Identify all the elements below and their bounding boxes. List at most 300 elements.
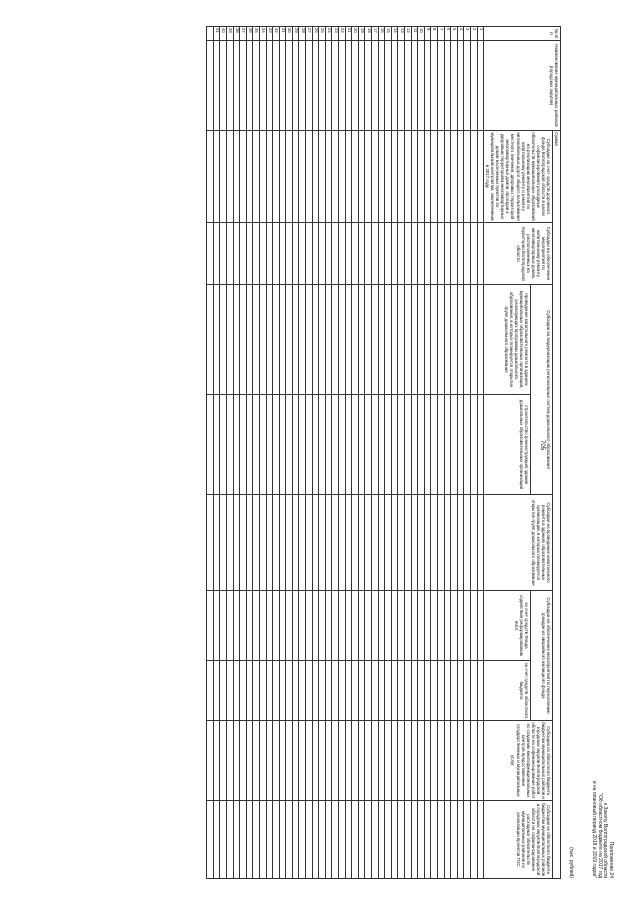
table-cell-name [358, 41, 365, 131]
table-cell-c5b [226, 661, 233, 721]
col-preschool-repair: проведение капитального ремонта в зданиях муниципальных образовательных организаций, реализующих программы дошкольного образования, в которых планируется открытие групп дошкольного образования [484, 285, 531, 395]
table-cell-c1 [437, 131, 444, 223]
table-row [451, 27, 458, 879]
table-cell-c1 [477, 131, 484, 223]
table-cell-c4 [306, 495, 313, 591]
table-cell-c1 [464, 131, 471, 223]
header-line: к Закону Волгоградской области [602, 802, 609, 878]
col-capital-repair: Субсидии на обеспечение мероприятий по капитальному ремонту многоквартирных домов, расположенных на территории Волгоградской области [484, 223, 553, 285]
table-cell-name [464, 41, 471, 131]
table-cell-c5b [319, 661, 326, 721]
table-cell-c6 [365, 721, 372, 801]
table-cell-c3a [405, 285, 412, 395]
table-cell-c4 [470, 495, 477, 591]
table-cell-c6 [470, 721, 477, 801]
table-cell-name [345, 41, 352, 131]
table-cell-c2 [457, 223, 464, 285]
table-cell-c3a [273, 285, 280, 395]
table-cell-n: 32 [273, 27, 280, 41]
table-cell-n [207, 27, 214, 41]
table-cell-c1 [332, 131, 339, 223]
table-cell-c1 [246, 131, 253, 223]
table-cell-c2 [358, 223, 365, 285]
table-cell-c5b [259, 661, 266, 721]
table-cell-c5b [418, 661, 425, 721]
table-cell-c3b [325, 395, 332, 495]
table-cell-c2 [246, 223, 253, 285]
table-cell-name [391, 41, 398, 131]
table-cell-c3b [451, 395, 458, 495]
table-cell-c5b [240, 661, 247, 721]
table-cell-c5b [437, 661, 444, 721]
table-cell-c7 [477, 801, 484, 879]
table-cell-c1 [319, 131, 326, 223]
table-cell-c6 [457, 721, 464, 801]
table-cell-n: 24 [325, 27, 332, 41]
table-cell-c3b [312, 395, 319, 495]
col-name: Наименование муниципальных районов (городских округов) [484, 41, 561, 131]
table-cell-c2 [233, 223, 240, 285]
table-cell-n: 7 [437, 27, 444, 41]
table-cell-c3b [431, 395, 438, 495]
table-cell-c4 [220, 495, 227, 591]
table-cell-c7 [431, 801, 438, 879]
table-cell-c2 [339, 223, 346, 285]
table-cell-c3a [240, 285, 247, 395]
table-cell-n: 29 [292, 27, 299, 41]
table-cell-c3b [391, 395, 398, 495]
table-cell-c5a [358, 591, 365, 661]
table-cell-name [240, 41, 247, 131]
col-school-repair: Субсидии на проведение капитального ремонта в зданиях образовательных организаций, в которых планируется открытие групп дошкольного образования [484, 495, 553, 591]
table-cell-c2 [431, 223, 438, 285]
table-cell-c1 [213, 131, 220, 223]
table-cell-c2 [325, 223, 332, 285]
table-cell-c6 [319, 721, 326, 801]
table-cell-c2 [451, 223, 458, 285]
table-row [352, 27, 359, 879]
table-cell-c5b [372, 661, 379, 721]
table-cell-c3a [477, 285, 484, 395]
table-cell-c3a [286, 285, 293, 395]
table-cell-c4 [226, 495, 233, 591]
table-cell-c4 [352, 495, 359, 591]
table-cell-c7 [352, 801, 359, 879]
table-cell-c6 [385, 721, 392, 801]
table-cell-c5a [352, 591, 359, 661]
table-cell-c1 [259, 131, 266, 223]
table-cell-c3a [266, 285, 273, 395]
table-cell-c5b [273, 661, 280, 721]
table-cell-name [385, 41, 392, 131]
table-cell-c6 [405, 721, 412, 801]
table-cell-c6 [286, 721, 293, 801]
table-cell-c4 [378, 495, 385, 591]
table-cell-c6 [332, 721, 339, 801]
table-cell-name [339, 41, 346, 131]
table-cell-c6 [292, 721, 299, 801]
table-cell-c5b [405, 661, 412, 721]
table-cell-c7 [240, 801, 247, 879]
table-cell-c5a [470, 591, 477, 661]
table-cell-c5a [207, 591, 214, 661]
table-cell-c2 [273, 223, 280, 285]
table-cell-c5b [385, 661, 392, 721]
table-cell-n: 11 [411, 27, 418, 41]
table-cell-c7 [246, 801, 253, 879]
table-cell-c3b [286, 395, 293, 495]
table-cell-c3a [437, 285, 444, 395]
table-row [279, 27, 286, 879]
table-row [457, 27, 464, 879]
table-cell-c3a [233, 285, 240, 395]
table-cell-c6 [352, 721, 359, 801]
table-cell-c7 [365, 801, 372, 879]
table-cell-c6 [312, 721, 319, 801]
table-cell-c5a [451, 591, 458, 661]
table-cell-c1 [273, 131, 280, 223]
table-cell-c5a [437, 591, 444, 661]
table-cell-c5a [339, 591, 346, 661]
table-cell-c2 [220, 223, 227, 285]
table-cell-c2 [259, 223, 266, 285]
table-cell-c6 [477, 721, 484, 801]
table-cell-c6 [207, 721, 214, 801]
table-cell-c3b [411, 395, 418, 495]
table-cell-c3b [207, 395, 214, 495]
table-cell-c3b [378, 395, 385, 495]
table-cell-c3b [226, 395, 233, 495]
table-cell-c7 [372, 801, 379, 879]
table-cell-name [372, 41, 379, 131]
table-cell-c3a [319, 285, 326, 395]
table-row [385, 27, 392, 879]
table-row [253, 27, 260, 879]
table-cell-c7 [391, 801, 398, 879]
table-cell-c7 [464, 801, 471, 879]
table-cell-c7 [339, 801, 346, 879]
table-cell-n: 10 [418, 27, 425, 41]
table-cell-n: 22 [339, 27, 346, 41]
table-cell-c1 [451, 131, 458, 223]
table-cell-c5b [207, 661, 214, 721]
table-cell-c5b [378, 661, 385, 721]
col-resettlement-fund: за счет средств Фонда содействия реформированию ЖКХ [484, 591, 531, 661]
table-cell-c5b [352, 661, 359, 721]
table-cell-c3a [213, 285, 220, 395]
table-cell-c5b [411, 661, 418, 721]
table-cell-n: 3 [464, 27, 471, 41]
table-cell-n: 28 [299, 27, 306, 41]
table-cell-c3b [457, 395, 464, 495]
table-cell-c3a [292, 285, 299, 395]
table-cell-name [292, 41, 299, 131]
table-cell-c6 [213, 721, 220, 801]
table-cell-c4 [391, 495, 398, 591]
table-cell-c5b [339, 661, 346, 721]
table-cell-c7 [411, 801, 418, 879]
table-row [332, 27, 339, 879]
table-cell-c3a [444, 285, 451, 395]
table-cell-c5a [253, 591, 260, 661]
table-cell-c5b [398, 661, 405, 721]
table-cell-c5a [213, 591, 220, 661]
table-cell-c3b [352, 395, 359, 495]
table-cell-c2 [292, 223, 299, 285]
table-cell-name [266, 41, 273, 131]
table-cell-c5a [424, 591, 431, 661]
table-cell-name [332, 41, 339, 131]
table-cell-c7 [424, 801, 431, 879]
table-row [431, 27, 438, 879]
table-cell-c2 [226, 223, 233, 285]
table-cell-c5a [246, 591, 253, 661]
table-cell-c1 [279, 131, 286, 223]
table-cell-n: 13 [398, 27, 405, 41]
table-cell-c2 [299, 223, 306, 285]
table-cell-c2 [372, 223, 379, 285]
table-cell-c3b [306, 395, 313, 495]
table-cell-c7 [405, 801, 412, 879]
table-cell-name [418, 41, 425, 131]
table-row [470, 27, 477, 879]
table-cell-c1 [292, 131, 299, 223]
table-cell-c7 [292, 801, 299, 879]
table-cell-c6 [418, 721, 425, 801]
table-cell-c3b [319, 395, 326, 495]
table-cell-name [477, 41, 484, 131]
table-cell-c6 [451, 721, 458, 801]
table-cell-c6 [325, 721, 332, 801]
table-cell-name [259, 41, 266, 131]
table-cell-c3b [365, 395, 372, 495]
col-preschool-construction: строительство (реконструкция) зданий дошкольных образовательных организаций [484, 395, 531, 495]
table-cell-c1 [299, 131, 306, 223]
table-cell-c4 [240, 495, 247, 591]
table-cell-name [437, 41, 444, 131]
table-cell-c2 [253, 223, 260, 285]
table-cell-c3a [451, 285, 458, 395]
table-cell-c4 [405, 495, 412, 591]
table-cell-c6 [246, 721, 253, 801]
table-row [233, 27, 240, 879]
table-row [464, 27, 471, 879]
table-row [226, 27, 233, 879]
table-cell-c3a [411, 285, 418, 395]
table-cell-c5b [253, 661, 260, 721]
table-cell-c1 [220, 131, 227, 223]
table-cell-c3a [398, 285, 405, 395]
table-cell-c7 [312, 801, 319, 879]
table-cell-c5a [273, 591, 280, 661]
table-cell-c3a [358, 285, 365, 395]
table-cell-c6 [437, 721, 444, 801]
table-row [299, 27, 306, 879]
table-cell-c6 [372, 721, 379, 801]
table-body [207, 27, 484, 879]
table-cell-c3a [339, 285, 346, 395]
table-cell-n: 6 [444, 27, 451, 41]
table-cell-n: 35 [253, 27, 260, 41]
table-cell-c4 [273, 495, 280, 591]
table-cell-c7 [332, 801, 339, 879]
table-cell-c4 [411, 495, 418, 591]
table-cell-c7 [306, 801, 313, 879]
table-cell-c5a [292, 591, 299, 661]
table-cell-c3a [352, 285, 359, 395]
table-cell-c3a [259, 285, 266, 395]
table-cell-name [246, 41, 253, 131]
table-cell-n: 5 [451, 27, 458, 41]
table-cell-c4 [372, 495, 379, 591]
table-cell-c1 [431, 131, 438, 223]
table-cell-c2 [365, 223, 372, 285]
table-cell-c4 [253, 495, 260, 591]
table-cell-c2 [437, 223, 444, 285]
table-cell-c7 [444, 801, 451, 879]
table-cell-c1 [378, 131, 385, 223]
col-resettlement: Субсидии на обеспечение мероприятий по переселению граждан из аварийного жилищного фонда [531, 591, 553, 721]
table-cell-c2 [385, 223, 392, 285]
table-cell-n: 37 [240, 27, 247, 41]
table-cell-c1 [226, 131, 233, 223]
table-cell-c5a [457, 591, 464, 661]
table-cell-c7 [418, 801, 425, 879]
table-cell-c1 [372, 131, 379, 223]
table-cell-n: 30 [286, 27, 293, 41]
table-cell-n: 38 [233, 27, 240, 41]
table-cell-c7 [345, 801, 352, 879]
table-row [312, 27, 319, 879]
table-cell-c4 [259, 495, 266, 591]
table-cell-name [253, 41, 260, 131]
table-cell-c2 [391, 223, 398, 285]
table-cell-c1 [358, 131, 365, 223]
table-cell-c3b [418, 395, 425, 495]
table-row [220, 27, 227, 879]
table-cell-name [286, 41, 293, 131]
table-cell-c3a [312, 285, 319, 395]
table-cell-c4 [424, 495, 431, 591]
table-cell-n: 25 [319, 27, 326, 41]
table-cell-c5a [220, 591, 227, 661]
table-cell-c2 [464, 223, 471, 285]
table-cell-c3b [266, 395, 273, 495]
table-cell-c5b [233, 661, 240, 721]
table-cell-c4 [213, 495, 220, 591]
table-cell-c6 [273, 721, 280, 801]
table-cell-c1 [424, 131, 431, 223]
table-row [345, 27, 352, 879]
rotated-sheet [85, 20, 615, 884]
table-cell-c1 [325, 131, 332, 223]
table-cell-c4 [299, 495, 306, 591]
table-cell-n: 16 [378, 27, 385, 41]
table-cell-c5b [332, 661, 339, 721]
table-row [273, 27, 280, 879]
table-cell-c5a [266, 591, 273, 661]
table-cell-c4 [246, 495, 253, 591]
table-cell-c6 [299, 721, 306, 801]
table-cell-c1 [312, 131, 319, 223]
table-cell-c6 [266, 721, 273, 801]
table-cell-c5a [477, 591, 484, 661]
table-cell-c3a [372, 285, 379, 395]
table-cell-c3b [385, 395, 392, 495]
table-cell-c5b [286, 661, 293, 721]
table-cell-c7 [378, 801, 385, 879]
total-row [207, 27, 214, 879]
table-cell-c1 [240, 131, 247, 223]
table-cell-name [306, 41, 313, 131]
table-cell-n: 21 [345, 27, 352, 41]
table-cell-name [444, 41, 451, 131]
table-cell-n: 41 [213, 27, 220, 41]
table-cell-c1 [457, 131, 464, 223]
table-cell-c1 [286, 131, 293, 223]
table-cell-c3b [240, 395, 247, 495]
table-cell-c1 [266, 131, 273, 223]
table-row [240, 27, 247, 879]
table-cell-c4 [477, 495, 484, 591]
col-road-fund: Субсидии за счет средств дорожного фонда Волгоградской области в целях софинансирования расходных обязательств муниципальных образований на реализацию мероприятий по капитальному ремонту и ремонту автомобильных дорог общего пользования местного значения, дворовых территорий многоквартирных домов, проездов к дворовым территориям многоквартирных домов населенных пунктов по муниципальным контрактам, заключенным в 2017 году [485, 132, 551, 221]
col-preschool-modernization: Субсидии на модернизацию региональных систем дошкольного образования [531, 285, 553, 495]
table-cell-c4 [233, 495, 240, 591]
table-cell-n: 39 [226, 27, 233, 41]
table-row [477, 27, 484, 879]
table-cell-c5b [457, 661, 464, 721]
table-cell-n: 33 [266, 27, 273, 41]
table-cell-c5a [372, 591, 379, 661]
table-cell-n: 20 [352, 27, 359, 41]
table-cell-c3b [213, 395, 220, 495]
table-cell-c3a [207, 285, 214, 395]
table-cell-c2 [286, 223, 293, 285]
table-cell-c4 [385, 495, 392, 591]
table-cell-c5a [391, 591, 398, 661]
table-cell-c7 [437, 801, 444, 879]
table-cell-c4 [312, 495, 319, 591]
table-cell-c6 [279, 721, 286, 801]
table-cell-c6 [444, 721, 451, 801]
table-cell-name [319, 41, 326, 131]
table-row [391, 27, 398, 879]
table-cell-c5b [345, 661, 352, 721]
table-cell-c6 [391, 721, 398, 801]
table-cell-c2 [470, 223, 477, 285]
table-cell-c2 [352, 223, 359, 285]
table-cell-n: 31 [279, 27, 286, 41]
table-cell-c2 [378, 223, 385, 285]
table-cell-c3b [345, 395, 352, 495]
table-cell-n: 40 [220, 27, 227, 41]
table-cell-c6 [220, 721, 227, 801]
table-cell-c3b [299, 395, 306, 495]
table-cell-c3b [259, 395, 266, 495]
table-cell-c1 [339, 131, 346, 223]
table-row [306, 27, 313, 879]
table-cell-c3b [424, 395, 431, 495]
table-cell-c1 [391, 131, 398, 223]
table-cell-c7 [299, 801, 306, 879]
table-cell-c7 [226, 801, 233, 879]
table-cell-c2 [477, 223, 484, 285]
subsidies-table [206, 26, 561, 879]
table-cell-n: 27 [306, 27, 313, 41]
table-cell-c6 [358, 721, 365, 801]
table-cell-c3b [332, 395, 339, 495]
table-cell-c3b [464, 395, 471, 495]
